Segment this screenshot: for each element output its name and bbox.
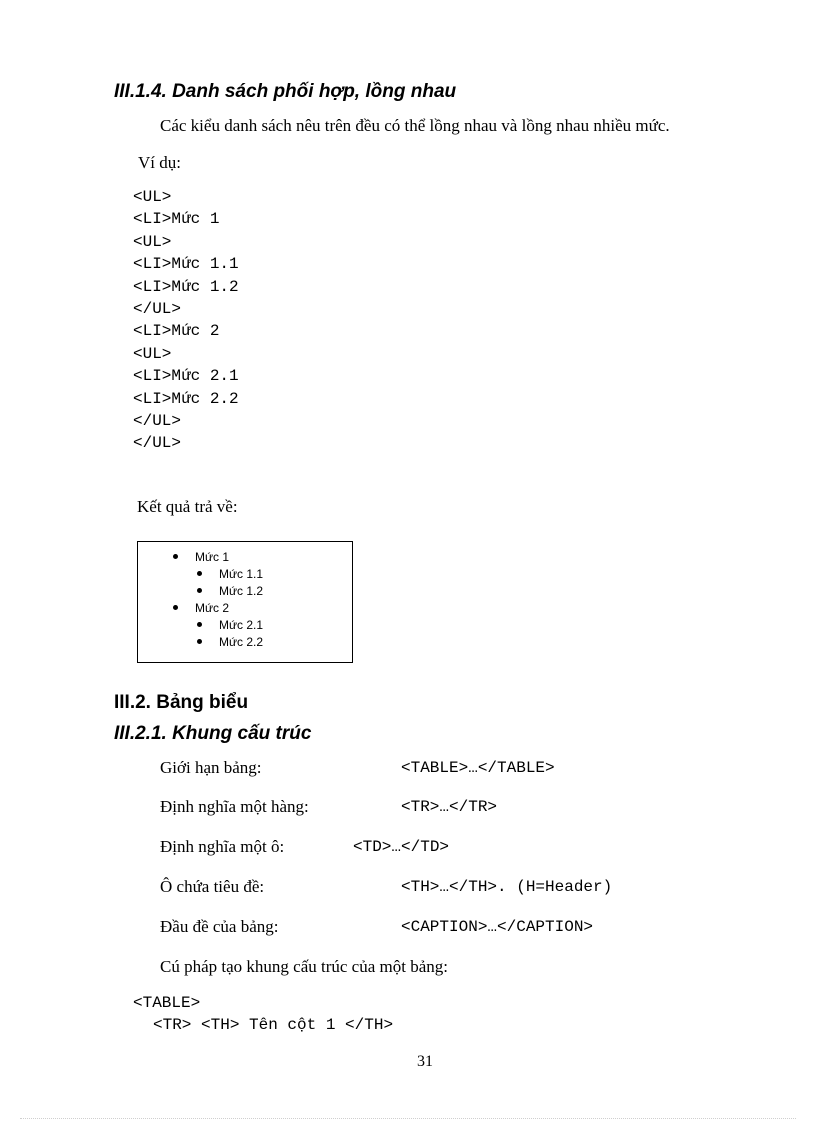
result-label: Kết quả trả về: [137,497,238,516]
bullet-icon [173,605,178,610]
definition-label: Đầu đề của bảng: [160,917,279,936]
definition-code: <TD>…</TD> [353,838,450,856]
example-label: Ví dụ: [138,153,181,172]
code-line: <LI>Mức 1.2 [133,277,239,296]
code-line: </UL> [133,299,182,318]
code-block-table [133,992,393,1037]
definition-code: <TR>…</TR> [401,798,498,816]
section-heading-2: III.2. Bảng biểu [114,692,249,713]
result-list-item: Mức 2.1 [219,618,264,632]
code-line: <LI>Mức 1.1 [133,255,239,274]
intro-paragraph: Các kiểu danh sách nêu trên đều có thể lồng nhau và lồng nhau nhiều mức. [160,116,670,135]
code-line: <UL> [133,344,172,363]
page-divider [20,1118,796,1119]
result-list-item: Mức 2.2 [219,635,264,649]
code-line: </UL> [133,411,182,430]
page-number: 31 [417,1053,433,1070]
bullet-icon [197,639,202,644]
result-list-item: Mức 1.1 [219,567,264,581]
section-heading-2-1: III.2.1. Khung cấu trúc [114,723,312,744]
code-line: <TR> <TH> Tên cột 1 </TH> [153,1016,394,1035]
code-line: <UL> [133,232,172,251]
definition-code: <TABLE>…</TABLE> [401,759,555,777]
code-line: <LI>Mức 1 [133,210,220,229]
result-list-item: Mức 2 [195,601,230,615]
code-block-nested-list [133,186,239,455]
bullet-icon [197,588,202,593]
code-line: <UL> [133,188,172,206]
section-heading-1-4: III.1.4. Danh sách phối hợp, lồng nhau [114,81,457,102]
definition-label: Định nghĩa một hàng: [160,797,309,816]
definition-label: Ô chứa tiêu đề: [160,877,265,896]
code-line: <LI>Mức 2.1 [133,367,239,386]
result-list-item: Mức 1 [195,550,230,564]
bullet-icon [197,571,202,576]
code-line: <TABLE> [133,994,201,1012]
syntax-label: Cú pháp tạo khung cấu trúc của một bảng: [160,957,448,976]
definition-label: Định nghĩa một ô: [160,837,285,856]
code-line: </UL> [133,434,182,453]
result-list-item: Mức 1.2 [219,584,264,598]
definition-code: <TH>…</TH>. (H=Header) [401,878,613,896]
code-line: <LI>Mức 2.2 [133,389,239,408]
bullet-icon [197,622,202,627]
code-line: <LI>Mức 2 [133,322,220,341]
definition-code: <CAPTION>…</CAPTION> [401,918,594,936]
bullet-icon [173,554,178,559]
result-preview-box [137,541,353,663]
definition-label: Giới hạn bảng: [160,758,262,777]
